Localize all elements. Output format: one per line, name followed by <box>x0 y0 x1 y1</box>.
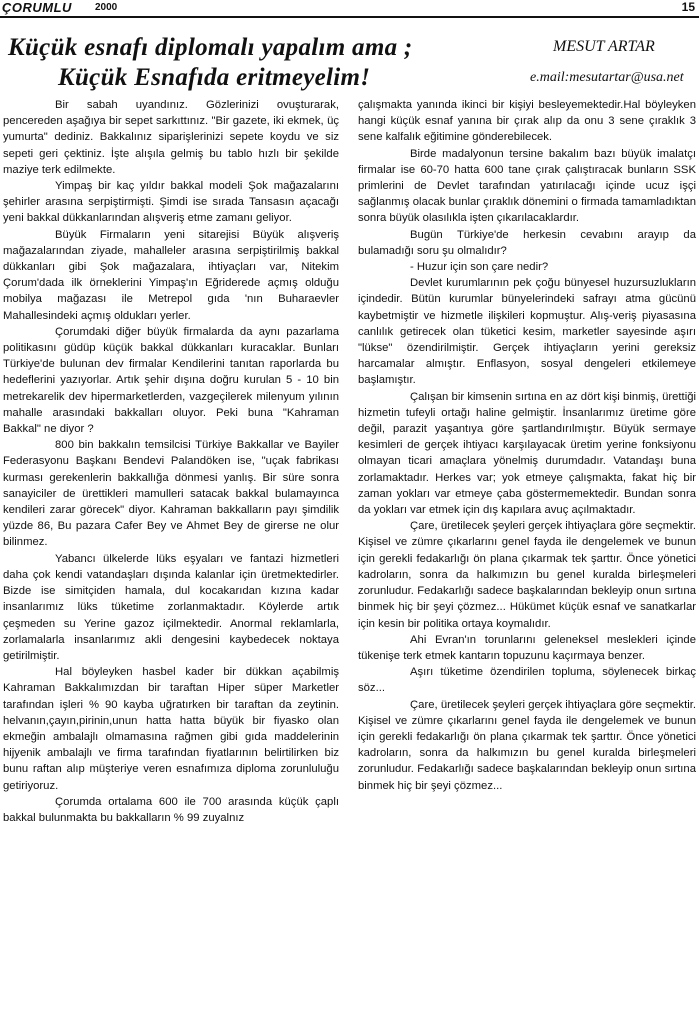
paragraph: çalışmakta yanında ikinci bir kişiyi besleyemektedir.Hal böyleyken hangi küçük esnaf yanına bir çırak alıp da onu 3 sene çıraklık 3 sene kalfalık eğitimine gönderebilecek. <box>358 99 696 144</box>
article-column-right <box>358 97 696 794</box>
article-column-left <box>3 97 339 826</box>
author-name: MESUT ARTAR <box>553 38 655 55</box>
article-title-line1: Küçük esnafı diplomalı yapalım ama ; <box>8 34 413 61</box>
newspaper-logo: ÇORUMLU <box>2 0 72 15</box>
paragraph: Bugün Türkiye'de herkesin cevabını arayıp da bulamadığı soru şu olmalıdır? <box>358 228 696 257</box>
paragraph: Yabancı ülkelerde lüks eşyaları ve fantazi hizmetleri daha çok kendi vatandaşları dışında kalanlar için üretmektedirler. Bizde ise simitçiden hamala, dul kocakarıdan kızına kadar insanlarımız lüks tüketime zorlanmaktadır. Köylerde artık çeşmeden su Yerine gazoz içilmektedir. Anormal reklamlarla, zorlamalarla insanlarımız akli dengesini kaybedecek noktaya getirilmiştir. <box>3 552 339 662</box>
article-title-line2: Küçük Esnafıda eritmeyelim! <box>58 64 371 91</box>
page-header <box>0 0 699 18</box>
paragraph: Çorumda ortalama 600 ile 700 arasında küçük çaplı bakkal bulunmakta bu bakkalların % 99 zuyalnız <box>3 795 339 824</box>
paragraph: Çalışan bir kimsenin sırtına en az dört kişi binmiş, ürettiği hizmetin tufeyli ortağı haline gelmiştir. İnsanlarımız üretime göre değil, parazit yaşantıya göre şartlandırılmıştır. Büyük sermaye kesimleri de gerçek ihtiyacı karşılayacak üretim yerine fonksiyonu olmayan ticari amaçlara yönelmiş durumdadır. Vatandaşı buna zorlamaktadır. Herkes var; yok etmeye çalışmakta, fakat hiç bir zaman yokları var etmeye çaba göstermemektedir. Bundan sonra da yokları var etmek için dış kapılara avuç açılmaktadır. <box>358 390 696 517</box>
paragraph: Birde madalyonun tersine bakalım bazı büyük imalatçı firmalar ise 60-70 hatta 600 tane çırak çalıştıracak bunların SSK primlerini de Devlet tarafından yatırılacağı içinde ucuz işçi sağlanmış olacak bunlar çıraklık dönemini o firmada tamamladıktan sonra büyük olasılıkla işten çıkarılacaklardır. <box>358 147 696 225</box>
paragraph: Hal böyleyken hasbel kader bir dükkan açabilmiş Kahraman Bakkalımızdan bir taraftan Hiper süper Marketler tarafından işleri % 90 kayba uğratırken bir taraftan da zeytinin. helvanın,çayın,pirinin,unun hatta hatta büyük bir fiyasko olan ekmeğin ambalajlı olmamasına rağmen gibi gıda maddelerinin hijyenik ambalajlı ve firma tarafından fiyatlarının belirtilirken biz bunu raftan alıp müşteriye veren esnafımıza diploma zorunluluğu getiriyoruz. <box>3 666 339 792</box>
author-email: e.mail:mesutartar@usa.net <box>530 70 684 85</box>
paragraph: 800 bin bakkalın temsilcisi Türkiye Bakkallar ve Bayiler Federasyonu Başkanı Bendevi Palandöken ise, "uçak fabrikası kurması gerekenlerin bakkallığa dönmesi yanlış. Bir süre sonra sanayiciler de ürettikleri mamulleri satacak bakkal bulamayınca kendileri zarar görecek" diyor. Kahraman bakkalların payı şimdilik yüzde 86, Bu pazara Cafer Bey ve Ahmet Bey de girerse ne olur bilinmez. <box>3 439 339 549</box>
paragraph: Büyük Firmaların yeni sitarejisi Büyük alışveriş mağazalarından ziyade, mahalleler arasına serpiştirilmiş bakkal dükkanları gibi Şok mağazalara, ihtiyaçları var, Nitekim Çorum'dada ilk örneklerini Yimpaş'ın Eğriderede açmış olduğu mobilya mağazası ile Metrepol gıda 'nın Buharaevler Mahallesindeki açmış oldukları yerler. <box>3 228 339 322</box>
paragraph: Yimpaş bir kaç yıldır bakkal modeli Şok mağazalarını şehirler arasına serpiştirmişti. Şimdi ise sırada Tansasın açacağı yeni bakkal dükkanlarından alışveriş etme zamanı geliyor. <box>3 180 339 225</box>
paragraph: Bir sabah uyandınız. Gözlerinizi ovuşturarak, pencereden aşağıya bir sepet sarkıttınız. "Bir gazete, iki ekmek, üç yumurta" dediniz. Bakkalınız siparişlerinizi sepete koydu ve siz sepeti geri çektiniz. İşte alışıla gelmiş bu tablo hızlı bir şekilde maziye terk edilmekte. <box>3 99 339 176</box>
paragraph: Çare, üretilecek şeyleri gerçek ihtiyaçlara göre seçmektir. Kişisel ve zümre çıkarlarını genel fayda ile dengelemek ve bunun için gerekli fedakarlığı ön plana çıkarmak tek şarttır. Önce yönetici kadroların, sonra da halkımızın bu genel kuralda birleşmeleri zorunludur. Fedakarlığı sadece başkalarından bekleyip onun sırtına binmek hiç bir şeyi çözmez... Hükümet küçük esnaf ve sanatkarlar için kesin bir politika ortaya koymalıdır. <box>358 520 696 630</box>
paragraph: Ahi Evran'ın torunlarını geleneksel meslekleri içinde tükenişe terk etmek kantarın topuzunu kaçırmaya benzer. <box>358 633 696 662</box>
paragraph: Çorumdaki diğer büyük firmalarda da aynı pazarlama politikasını güdüp küçük bakkal dükkanları kuracaklar. Bunları Türkiye'de bulunan dev firmalar Kendilerini tanıtan raporlarda bu hedeflerini yazıyorlar. Artık şehir dışına doğru kurulan 5 - 10 bin metrekarelik dev hipermarketlerden, vazgeçilerek milenyum yılının mahalle arasındaki bakkalları oluyor. Peki buna "Kahraman Bakkal" ne diyor ? <box>3 325 339 436</box>
paragraph: Devlet kurumlarının pek çoğu bünyesel huzursuzlukların içindedir. Bütün kurumlar bünyelerindeki safrayı atma gücünü kaybetmiştir ve hizmetle ilişkileri kopmuştur. Alış-veriş piyasasına canlılık getirecek olan tüketici kesim, marketler sayesinde aşırı "lükse" özendirilmiştir. Gerçek ihtiyaçların yerini gereksiz harcamalar almıştır. Enflasyon, sosyal dengeleri etkilemeye başlamıştır. <box>358 277 696 387</box>
header-rule <box>0 16 699 18</box>
issue-year: 2000 <box>95 2 118 13</box>
paragraph: Çare, üretilecek şeyleri gerçek ihtiyaçlara göre seçmektir. Kişisel ve zümre çıkarlarını genel fayda ile dengelemek ve bunun için gerekli fedakarlığı ön plana çıkarmak tek şarttır. Önce yönetici kadroların, sonra da halkımızın bu genel kuralda birleşmeleri zorunludur. Fedakarlığı sadece başkalarından bekleyip onun sırtına binmek hiç bir şeyi çözmez... <box>358 698 696 792</box>
paragraph: Aşırı tüketime özendirilen topluma, söylenecek birkaç söz... <box>358 666 696 695</box>
paragraph: - Huzur için son çare nedir? <box>410 261 549 274</box>
page-number: 15 <box>681 0 695 14</box>
